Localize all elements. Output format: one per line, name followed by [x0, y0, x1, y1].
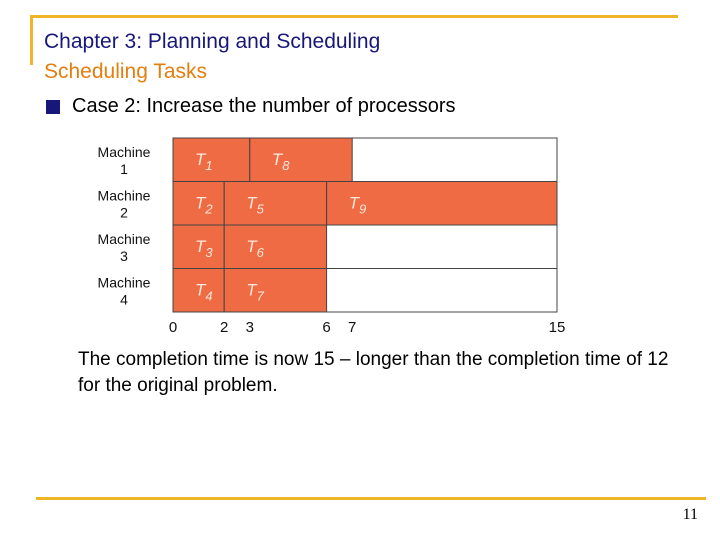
machine-label: Machine: [97, 231, 151, 247]
task-label: $T_3$: [195, 237, 213, 260]
machine-number: 2: [120, 204, 128, 221]
task-label: $T_9$: [348, 193, 367, 217]
slide-subtitle: Scheduling Tasks: [44, 60, 208, 83]
x-tick-label: 15: [548, 319, 566, 335]
page-number: 11: [682, 506, 698, 523]
caption-text: The completion time is now 15 – longer than the completion time of 12 for the original problem.: [78, 349, 669, 396]
task-bar: [224, 225, 326, 269]
task-label: $T_5$: [246, 193, 264, 217]
task-label: $T_8$: [271, 150, 290, 173]
task-bar: [224, 182, 326, 226]
x-tick-label: 7: [348, 319, 357, 335]
x-tick-label: 0: [168, 319, 178, 335]
machine-number: 4: [120, 291, 128, 308]
bullet-text: Case 2: Increase the number of processors: [72, 95, 456, 117]
task-bar: [250, 138, 352, 182]
machine-label: Machine: [97, 144, 151, 160]
x-tick-label: 6: [322, 319, 331, 335]
machine-number: 3: [120, 248, 128, 264]
slide-title: Chapter 3: Planning and Scheduling: [44, 30, 381, 53]
machine-label: Machine: [97, 187, 151, 204]
task-label: $T_4$: [195, 280, 213, 304]
task-label: $T_6$: [246, 237, 264, 260]
task-label: $T_7$: [246, 280, 264, 304]
title-accent-line: [30, 15, 678, 18]
task-label: $T_1$: [195, 150, 213, 173]
x-tick-label: 3: [245, 319, 254, 335]
title-accent-bracket: [30, 15, 33, 65]
task-label: $T_2$: [195, 193, 213, 217]
x-tick-label: 2: [220, 319, 229, 335]
task-bar: [224, 269, 326, 313]
machine-number: 1: [120, 161, 128, 177]
gantt-chart: [80, 135, 570, 335]
footer-accent-line: [36, 497, 706, 500]
bullet-square-icon: [46, 100, 60, 114]
machine-label: Machine: [97, 274, 151, 291]
